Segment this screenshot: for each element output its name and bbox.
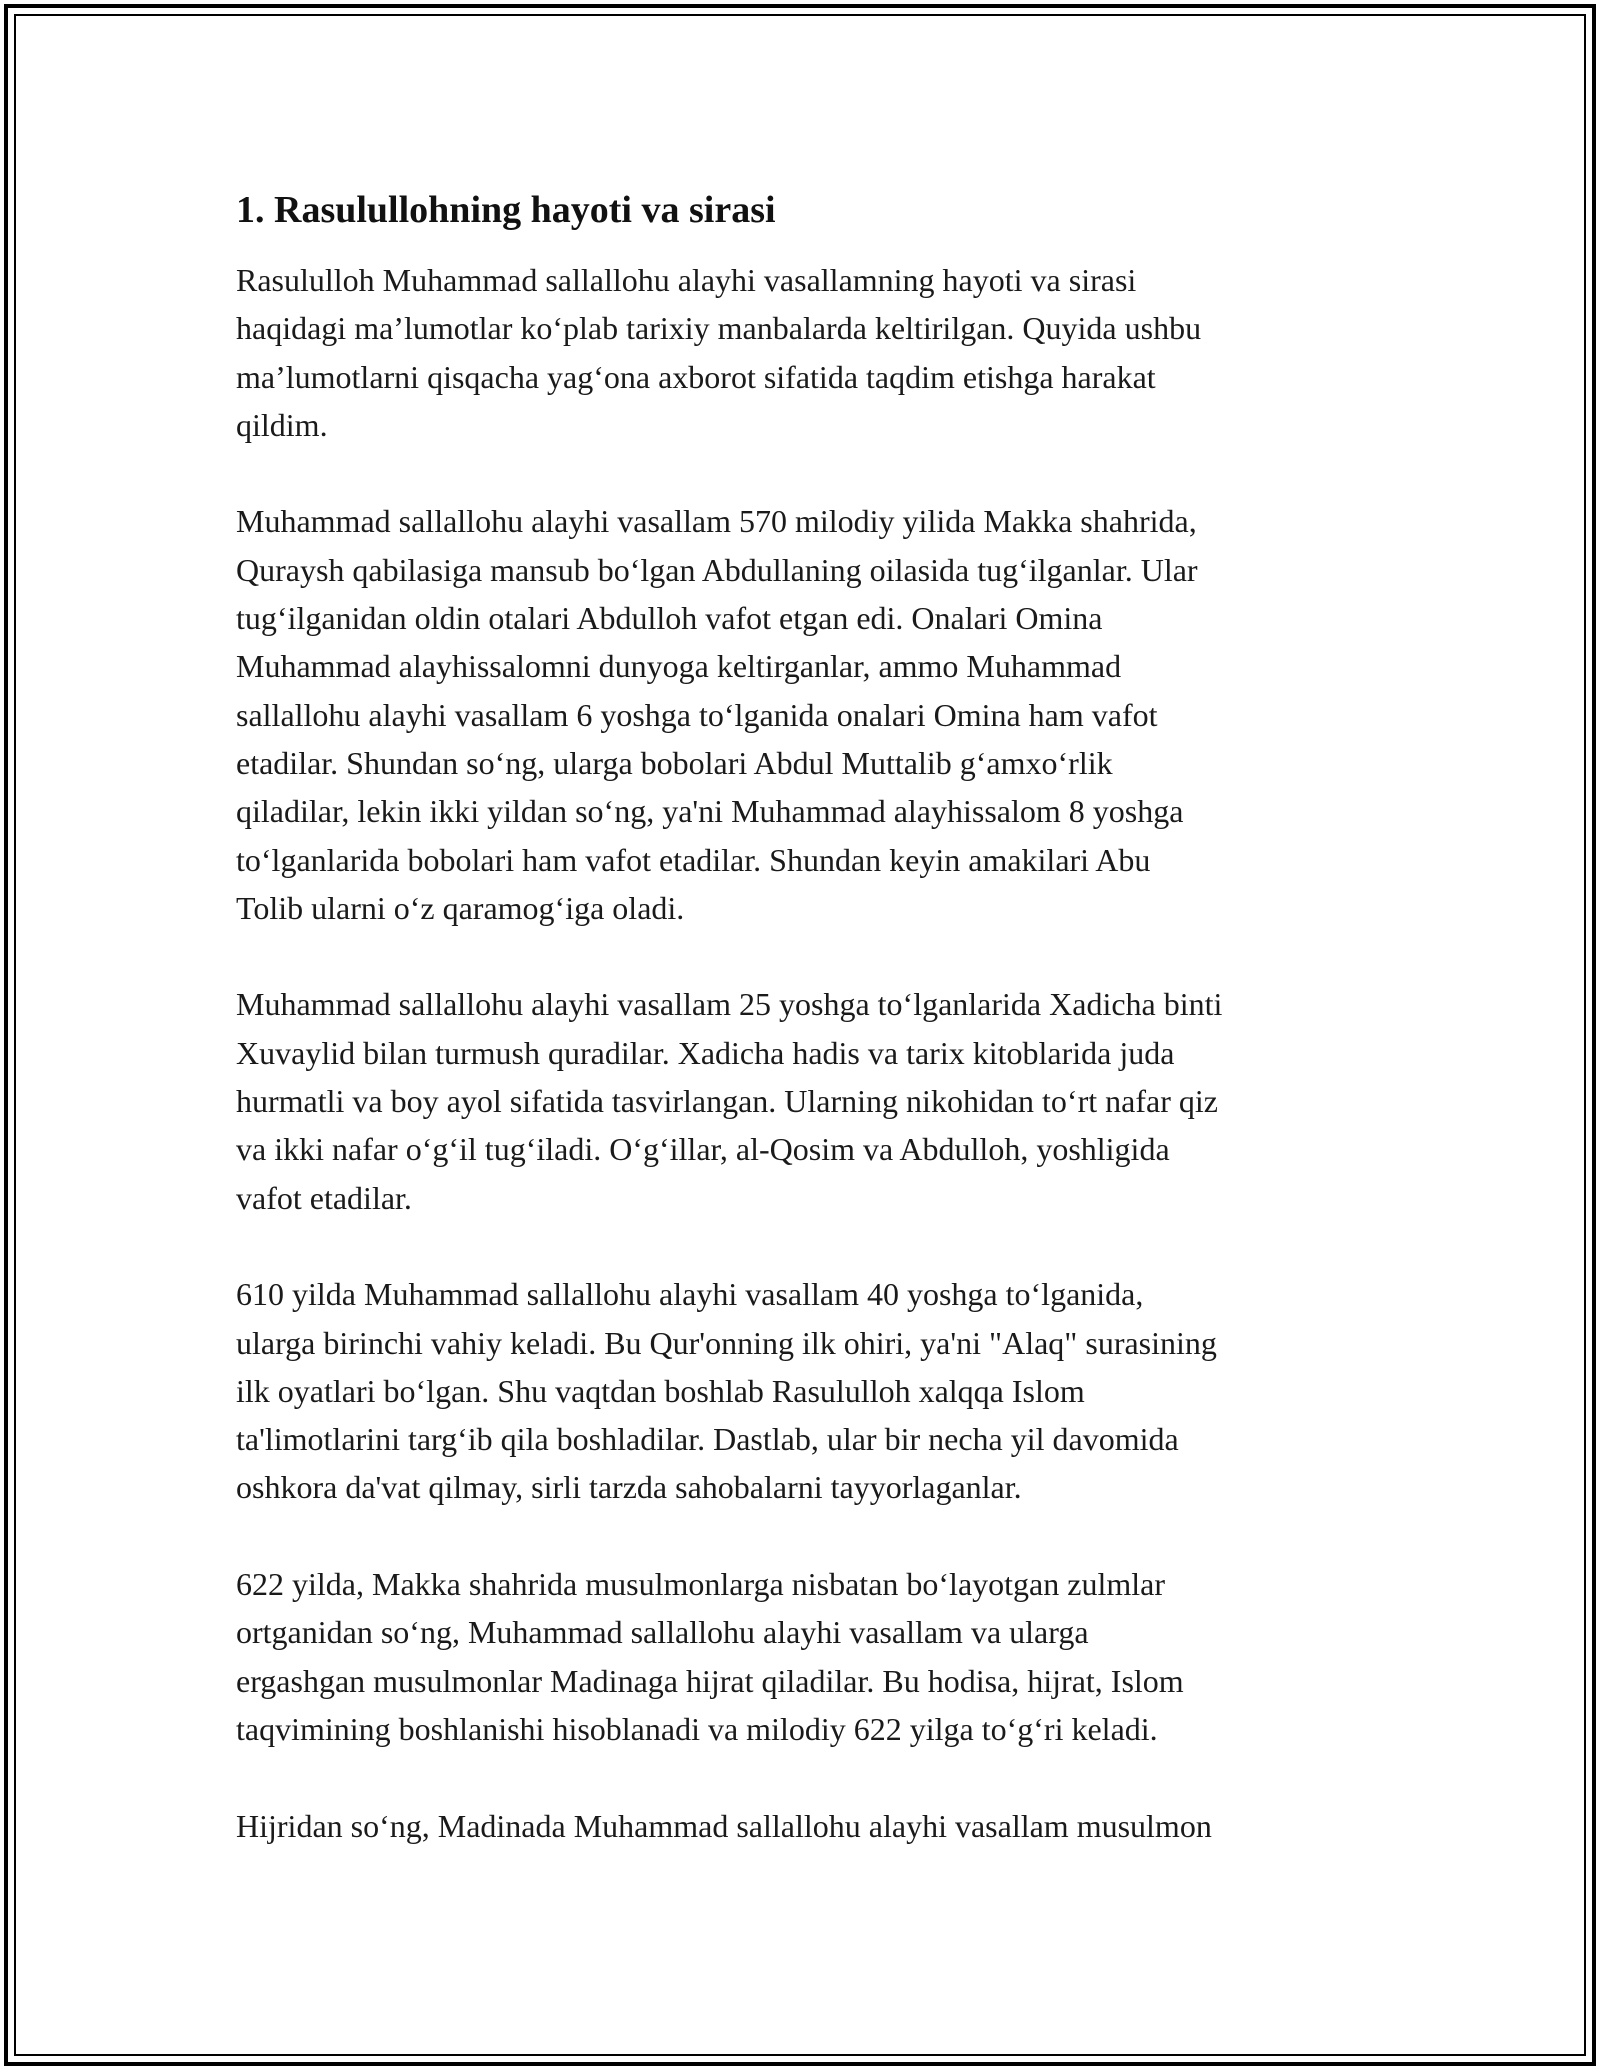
text-line: 622 yilda, Makka shahrida musulmonlarga nisbatan bo‘layotgan zulmlar xyxy=(236,1566,1165,1603)
text-line: taqvimining boshlanishi hisoblanadi va milodiy 622 yilga to‘g‘ri keladi. xyxy=(236,1710,1158,1747)
text-line: to‘lganlarida bobolari ham vafot etadilar. Shundan keyin amakilari Abu xyxy=(236,841,1151,878)
text-line: va ikki nafar o‘g‘il tug‘iladi. O‘g‘illar, al-Qosim va Abdulloh, yoshligida xyxy=(236,1131,1170,1168)
text-line: hurmatli va boy ayol sifatida tasvirlangan. Ularning nikohidan to‘rt nafar qiz xyxy=(236,1083,1218,1120)
document-body xyxy=(236,186,1376,1898)
text-line: Hijridan so‘ng, Madinada Muhammad sallallohu alayhi vasallam musulmon xyxy=(236,1807,1212,1844)
text-line: oshkora da'vat qilmay, sirli tarzda sahobalarni tayyorlaganlar. xyxy=(236,1469,1022,1506)
paragraph-intro xyxy=(236,256,1376,449)
text-line: haqidagi ma’lumotlar ko‘plab tarixiy manbalarda keltirilgan. Quyida ushbu xyxy=(236,310,1202,347)
text-line: Rasululloh Muhammad sallallohu alayhi vasallamning hayoti va sirasi xyxy=(236,262,1137,298)
text-line: Tolib ularni o‘z qaramog‘iga oladi. xyxy=(236,889,685,926)
section-heading: 1. Rasulullohning hayoti va sirasi xyxy=(236,189,776,231)
text-line: qiladilar, lekin ikki yildan so‘ng, ya'ni Muhammad alayhissalom 8 yoshga xyxy=(236,793,1184,830)
text-line: ma’lumotlarni qisqacha yag‘ona axborot sifatida taqdim etishga harakat xyxy=(236,358,1156,395)
paragraph-birth xyxy=(236,497,1376,932)
text-line: Quraysh qabilasiga mansub bo‘lgan Abdullaning oilasida tug‘ilganlar. Ular xyxy=(236,551,1198,588)
text-line: ergashgan musulmonlar Madinaga hijrat qiladilar. Bu hodisa, hijrat, Islom xyxy=(236,1662,1184,1699)
text-line: 610 yilda Muhammad sallallohu alayhi vasallam 40 yoshga to‘lganida, xyxy=(236,1276,1144,1313)
paragraph-marriage xyxy=(236,980,1376,1221)
text-line: Xuvaylid bilan turmush quradilar. Xadicha hadis va tarix kitoblarida juda xyxy=(236,1034,1175,1071)
text-line: ta'limotlarini targ‘ib qila boshladilar. Dastlab, ular bir necha yil davomida xyxy=(236,1421,1179,1458)
text-line: qildim. xyxy=(236,406,328,443)
text-line: vafot etadilar. xyxy=(236,1179,412,1216)
text-line: etadilar. Shundan so‘ng, ularga bobolari Abdul Muttalib g‘amxo‘rlik xyxy=(236,744,1113,781)
paragraph-hijra xyxy=(236,1560,1376,1753)
text-line: Muhammad sallallohu alayhi vasallam 25 yoshga to‘lganlarida Xadicha binti xyxy=(236,986,1223,1023)
paragraph-madina xyxy=(236,1802,1376,1850)
text-line: ortganidan so‘ng, Muhammad sallallohu alayhi vasallam va ularga xyxy=(236,1614,1089,1651)
text-line: sallallohu alayhi vasallam 6 yoshga to‘lganida onalari Omina ham vafot xyxy=(236,696,1158,733)
text-line: Muhammad alayhissalomni dunyoga keltirganlar, ammo Muhammad xyxy=(236,648,1122,685)
paragraph-revelation xyxy=(236,1270,1376,1511)
text-line: Muhammad sallallohu alayhi vasallam 570 milodiy yilida Makka shahrida, xyxy=(236,503,1197,540)
text-line: tug‘ilganidan oldin otalari Abdulloh vafot etgan edi. Onalari Omina xyxy=(236,600,1103,637)
text-line: ularga birinchi vahiy keladi. Bu Qur'onning ilk ohiri, ya'ni "Alaq" surasining xyxy=(236,1324,1217,1361)
text-line: ilk oyatlari bo‘lgan. Shu vaqtdan boshlab Rasululloh xalqqa Islom xyxy=(236,1372,1085,1409)
